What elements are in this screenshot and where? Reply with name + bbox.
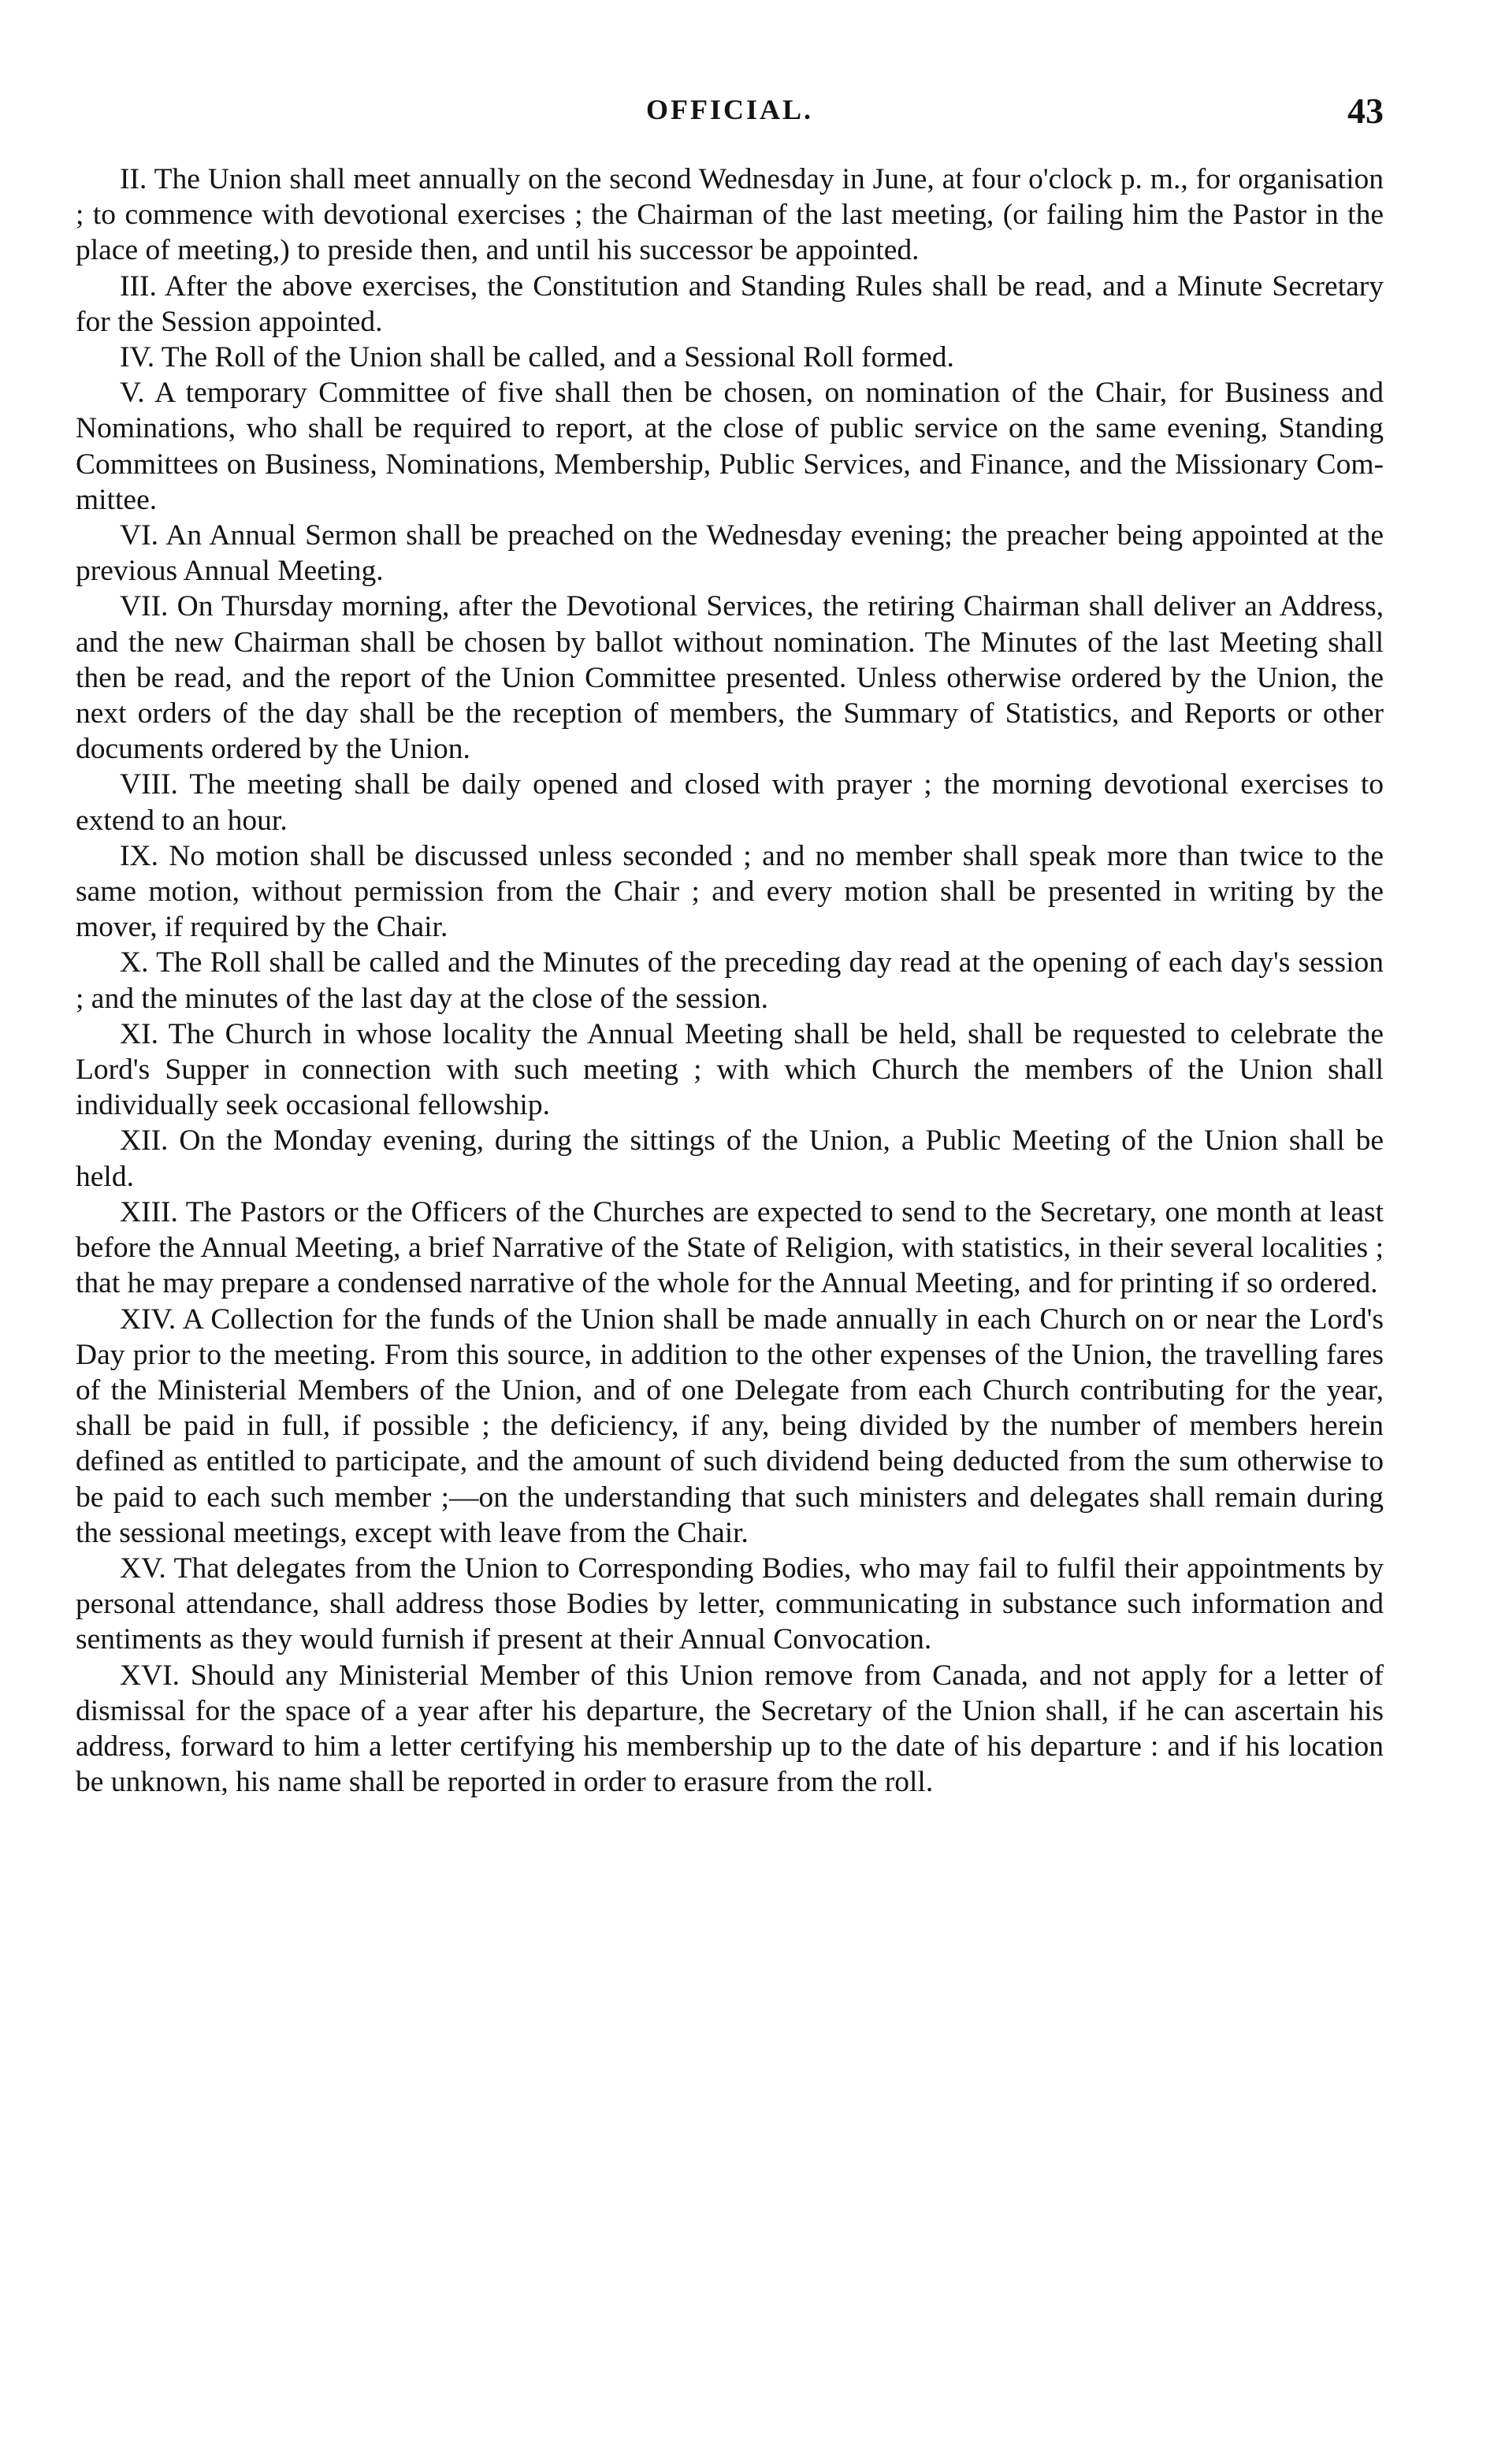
rule-16-paragraph: XVI. Should any Ministerial Member of this Union remove from Canada, and not apply for a letter of dismissal for the space of a year after his departure, the Secretary of the Union shall, if he can ascertain his address, forward to him a letter certifying his membership up to the date of his departure : and if his location be unknown, his name shall be reported in order to erasure from the roll. bbox=[76, 1659, 1384, 1799]
rule-2-paragraph: II. The Union shall meet annually on the second Wednesday in June, at four o'clock p. m., for organisation ; to commence with devotional exercises ; the Chairman of the last meeting, (or failing him the Pastor in the place of meeting,) to preside then, and until his successor be appointed. bbox=[76, 163, 1384, 267]
page-header-title: OFFICIAL. bbox=[645, 94, 813, 125]
running-header bbox=[76, 93, 1384, 140]
rule-5-paragraph: V. A temporary Committee of five shall then be chosen, on nomination of the Chair, for Business and Nominations, who shall be required to report, at the close of public service on the same evening, Standing Committees on Business, Nominations, Membership, Public Services, and Finance, and the Missionary Committee. bbox=[76, 377, 1384, 516]
rule-15-paragraph: XV. That delegates from the Union to Corresponding Bodies, who may fail to fulfil their appointments by personal attendance, shall address those Bodies by letter, communicating in substance such information and sentiments as they would furnish if present at their Annual Convocation. bbox=[76, 1552, 1384, 1656]
rule-14-paragraph: XIV. A Collection for the funds of the Union shall be made annually in each Church on or near the Lord's Day prior to the meeting. From this source, in addition to the other expenses of the Union, the travelling fares of the Ministerial Members of the Union, and of one Delegate from each Church contributing for the year, shall be paid in full, if possible ; the deficiency, if any, being divided by the number of members herein defined as entitled to participate, and the amount of such dividend being deducted from the sum otherwise to be paid to each such member ;—on the understanding that such ministers and delegates shall remain during the sessional meetings, except with leave from the Chair. bbox=[76, 1303, 1384, 1549]
rule-11-paragraph: XI. The Church in whose locality the Annual Meeting shall be held, shall be requested to celebrate the Lord's Supper in connection with such meeting ; with which Church the members of the Union shall individually seek occasional fellowship. bbox=[76, 1017, 1384, 1122]
rule-8-paragraph: VIII. The meeting shall be daily opened and closed with prayer ; the morning devotional exercises to extend to an hour. bbox=[76, 768, 1384, 837]
rule-7-paragraph: VII. On Thursday morning, after the Devotional Services, the retiring Chairman shall deliver an Address, and the new Chairman shall be chosen by ballot without nomination. The Minutes of the last Meeting shall then be read, and the report of the Union Committee presented. Unless otherwise ordered by the Union, the next orders of the day shall be the reception of members, the Summary of Statistics, and Reports or other documents ordered by the Union. bbox=[76, 590, 1384, 766]
rule-13-paragraph: XIII. The Pastors or the Officers of the Churches are expected to send to the Secretary, one month at least before the Annual Meeting, a brief Narrative of the State of Religion, with statistics, in their several localities ; that he may prepare a condensed narrative of the whole for the Annual Meeting, and for printing if so ordered. bbox=[76, 1195, 1384, 1300]
rule-9-paragraph: IX. No motion shall be discussed unless seconded ; and no member shall speak more than twice to the same motion, without permission from the Chair ; and every motion shall be presented in writing by the mover, if required by the Chair. bbox=[76, 839, 1384, 944]
page-number: 43 bbox=[1347, 91, 1384, 131]
rule-10-paragraph: X. The Roll shall be called and the Minutes of the preceding day read at the opening of each day's session ; and the minutes of the last day at the close of the session. bbox=[76, 946, 1384, 1015]
rule-12-paragraph: XII. On the Monday evening, during the sittings of the Union, a Public Meeting of the Union shall be held. bbox=[76, 1124, 1384, 1193]
standing-rules-body bbox=[76, 162, 1384, 1800]
rule-6-paragraph: VI. An Annual Sermon shall be preached on the Wednesday evening; the preacher being appointed at the previous Annual Meeting. bbox=[76, 519, 1384, 588]
rule-4-paragraph: IV. The Roll of the Union shall be called, and a Sessional Roll formed. bbox=[120, 341, 954, 374]
rule-3-paragraph: III. After the above exercises, the Constitution and Standing Rules shall be read, and a Minute Secretary for the Session appointed. bbox=[76, 269, 1384, 338]
